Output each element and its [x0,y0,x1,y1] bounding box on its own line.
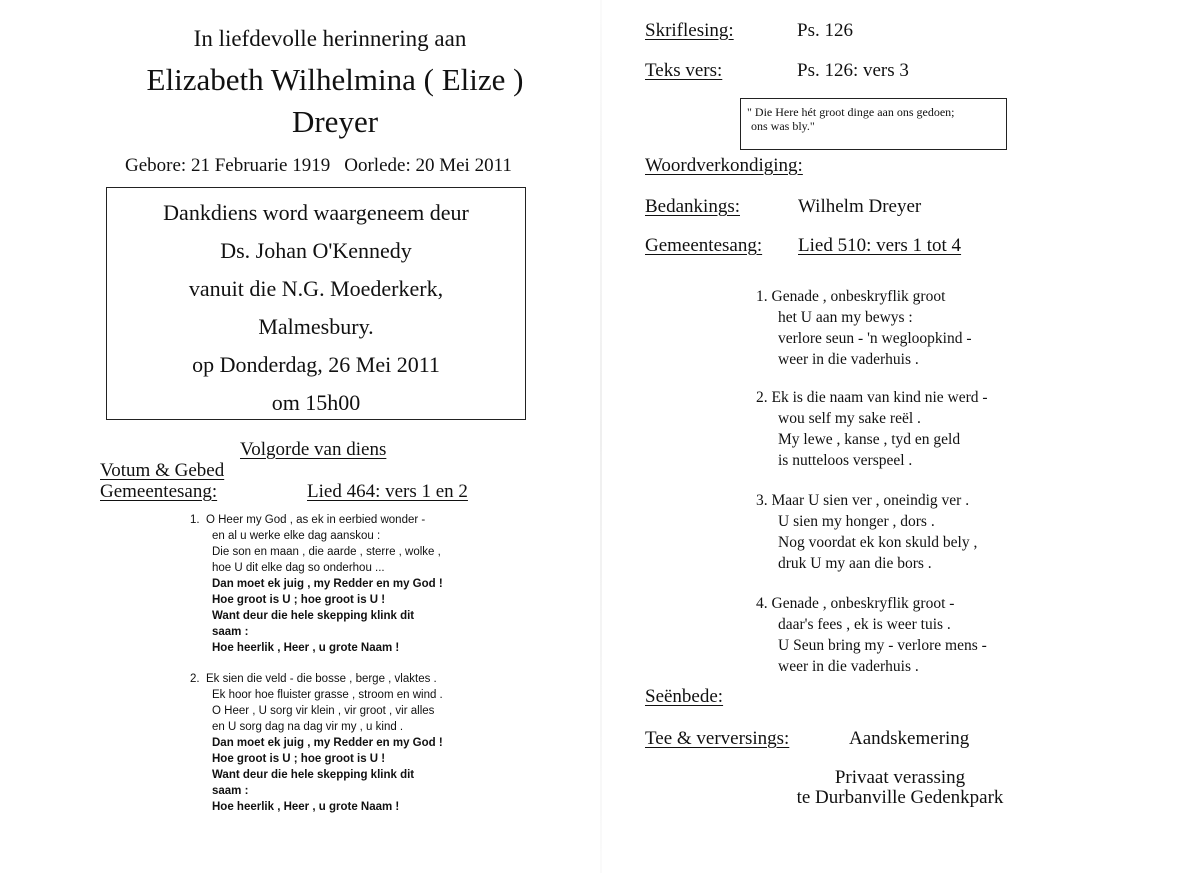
hymn-line: 1. Genade , onbeskryflik groot [756,288,946,305]
deceased-name: Elizabeth Wilhelmina ( Elize ) [146,62,524,97]
hymn-line: U Seun bring my - verlore mens - [778,637,987,654]
hymn-line: 2. Ek is die naam van kind nie werd - [756,389,988,406]
service-line: om 15h00 [271,390,361,415]
service-line: Ds. Johan O'Kennedy [220,238,412,263]
gemeentesang-label-2: Gemeentesang: [645,235,763,256]
gemeentesang-value-2: Lied 510: vers 1 tot 4 [798,235,962,256]
hymn-refrain-line: Hoe heerlik , Heer , u grote Naam ! [212,642,400,654]
hymn-464-verse-1 [190,512,443,656]
hymn-refrain-line: Hoe groot is U ; hoe groot is U ! [212,753,386,765]
hymn-line: My lewe , kanse , tyd en geld [778,431,961,448]
hymn-line: Nog voordat ek kon skuld bely , [778,534,978,551]
skriflesing-value: Ps. 126 [797,20,853,41]
hymn-refrain-line: saam : [212,626,249,638]
service-line: Malmesbury. [258,314,374,339]
hymn-510-verse-1 [756,286,971,370]
birth-date: Gebore: 21 Februarie 1919 [125,155,331,176]
hymn-line [190,671,443,687]
hymn-refrain-line: Want deur die hele skepping klink dit [212,769,415,781]
hymn-refrain-line: Hoe groot is U ; hoe groot is U ! [212,594,386,606]
skriflesing-label: Skriflesing: [645,20,734,41]
hymn-line [190,512,443,528]
death-date: Oorlede: 20 Mei 2011 [344,155,512,176]
service-line: Dankdiens word waargeneem deur [163,200,469,225]
hymn-line: U sien my honger , dors . [778,513,935,530]
hymn-line: en al u werke elke dag aanskou : [212,530,381,542]
verse-number: 2. [190,673,200,685]
hymn-line: het U aan my bewys : [778,309,913,326]
memorial-intro: In liefdevolle herinnering aan [193,26,467,51]
hymn-510-verse-2 [756,387,988,471]
hymn-text: O Heer my God , as ek in eerbied wonder - [205,514,426,526]
votum-label: Votum & Gebed [100,460,225,481]
bedankings-value: Wilhelm Dreyer [798,196,922,217]
hymn-text: Ek sien die veld - die bosse , berge , vlaktes . [205,673,437,685]
gemeentesang-value: Lied 464: vers 1 en 2 [307,481,468,502]
teks-vers-label: Teks vers: [645,60,723,81]
hymn-refrain-line: Dan moet ek juig , my Redder en my God ! [212,737,443,749]
hymn-line: O Heer , U sorg vir klein , vir groot , vir alles [212,705,435,717]
hymn-refrain-line: Hoe heerlik , Heer , u grote Naam ! [212,801,400,813]
hymn-refrain-line: Dan moet ek juig , my Redder en my God ! [212,578,443,590]
quote-line: ons was bly." [751,119,815,133]
hymn-line: 4. Genade , onbeskryflik groot - [756,595,955,612]
hymn-line: druk U my aan die bors . [778,555,932,572]
seenbede-label: Seënbede: [645,686,724,707]
hymn-464-verse-2 [190,671,443,815]
teks-vers-value: Ps. 126: vers 3 [797,60,909,81]
hymn-line: Die son en maan , die aarde , sterre , wolke , [212,546,441,558]
page-fold [600,0,602,873]
deceased-surname: Dreyer [291,104,379,139]
hymn-refrain-line: saam : [212,785,249,797]
hymn-line: daar's fees , ek is weer tuis . [778,616,951,633]
scripture-quote-box [740,98,1007,150]
service-details-box [106,187,526,420]
tee-verversings-label: Tee & verversings: [645,728,790,749]
private-burial-line: Privaat verassing [834,767,966,788]
life-dates [125,155,512,177]
hymn-line: weer in die vaderhuis . [778,351,919,368]
gemeentesang-label: Gemeentesang: [100,481,218,502]
hymn-line: 3. Maar U sien ver , oneindig ver . [756,492,970,509]
hymn-line: hoe U dit elke dag so onderhou ... [212,562,385,574]
hymn-line: weer in die vaderhuis . [778,658,919,675]
service-line: vanuit die N.G. Moederkerk, [188,276,444,301]
hymn-510-verse-3 [756,490,977,574]
hymn-line: Ek hoor hoe fluister grasse , stroom en wind . [212,689,443,701]
hymn-line: verlore seun - 'n wegloopkind - [778,330,972,347]
verse-number: 1. [190,514,200,526]
burial-location-line: te Durbanville Gedenkpark [796,787,1004,808]
tee-verversings-value: Aandskemering [849,728,970,749]
order-of-service-title: Volgorde van diens [240,439,387,460]
hymn-line: en U sorg dag na dag vir my , u kind . [212,721,404,733]
hymn-510-verse-4 [756,593,987,677]
woordverkondiging-label: Woordverkondiging: [645,155,803,176]
hymn-line: is nutteloos verspeel . [778,452,913,469]
quote-line: " Die Here hét groot dinge aan ons gedoen; [747,105,955,119]
bedankings-label: Bedankings: [645,196,740,217]
hymn-line: wou self my sake reël . [778,410,921,427]
service-line: op Donderdag, 26 Mei 2011 [192,352,440,377]
hymn-refrain-line: Want deur die hele skepping klink dit [212,610,415,622]
